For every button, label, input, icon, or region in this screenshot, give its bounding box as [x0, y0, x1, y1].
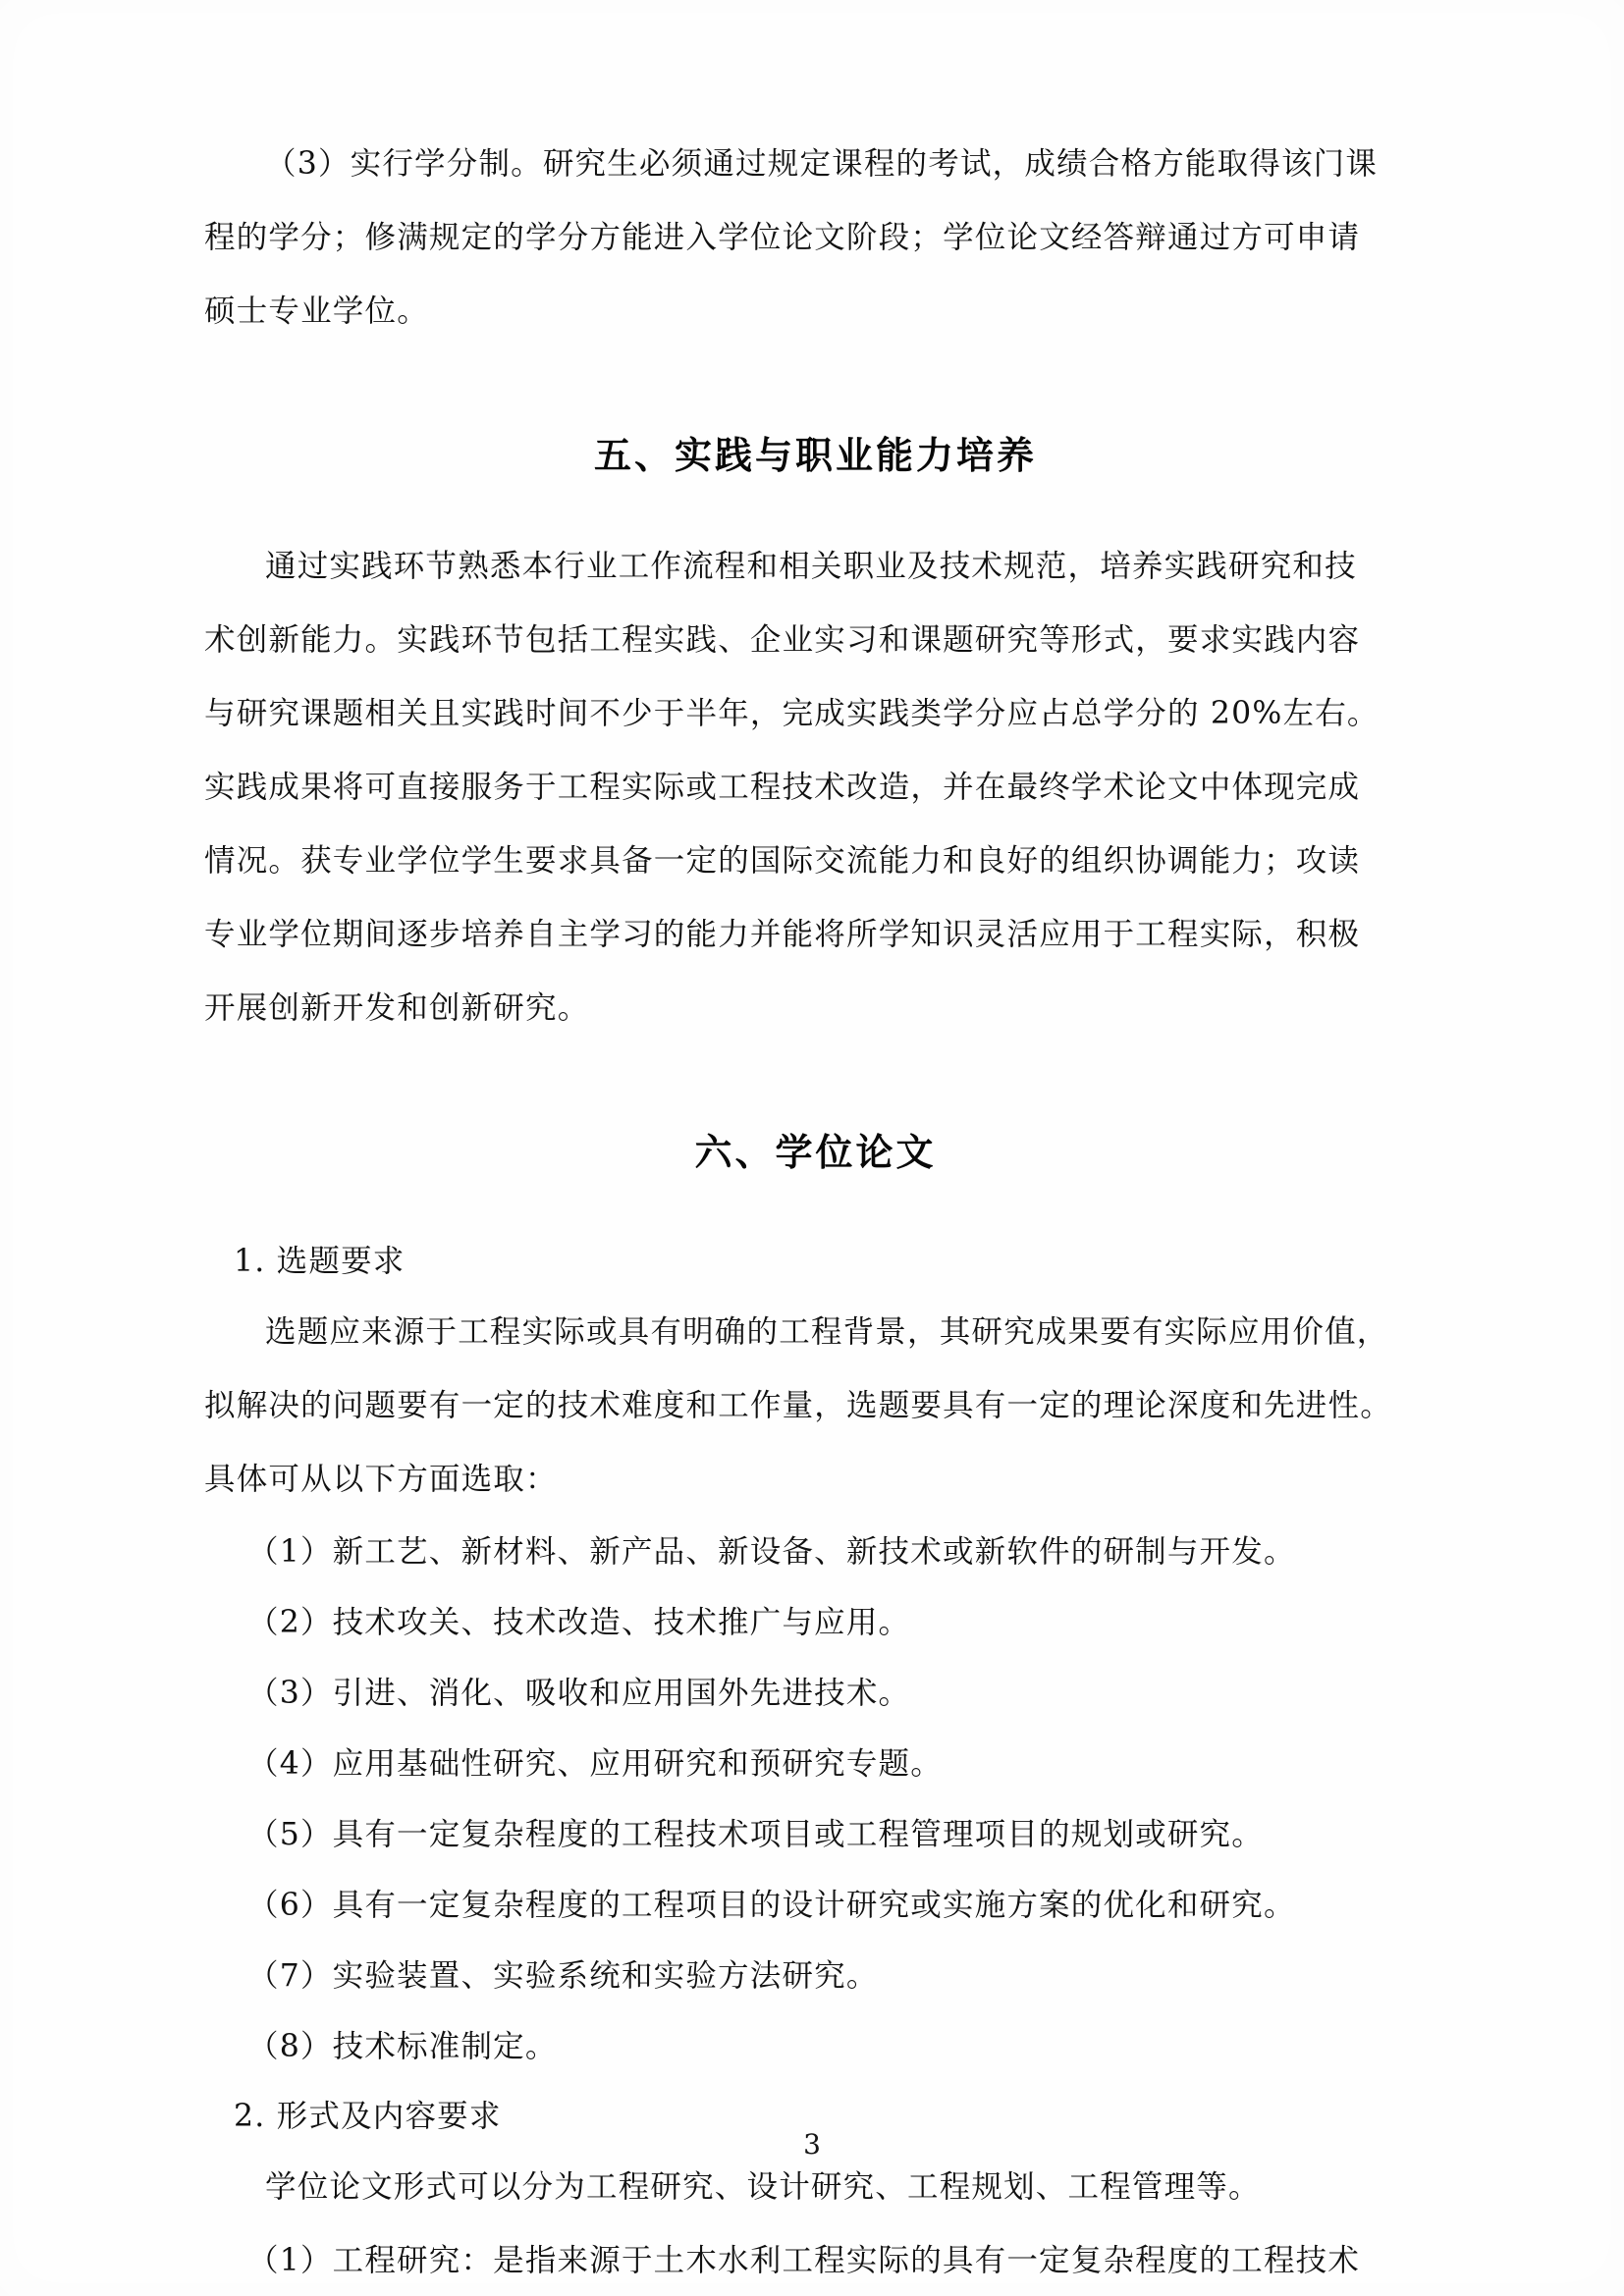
- list-item: （6）具有一定复杂程度的工程项目的设计研究或实施方案的优化和研究。: [247, 1888, 1296, 1923]
- page-number: 3: [803, 2128, 821, 2161]
- paragraph-thesis-forms: [204, 2151, 1427, 2224]
- list-item: （8）技术标准制定。: [247, 2029, 558, 2064]
- text-line: 程的学分；修满规定的学分方能进入学位论文阶段；学位论文经答辩通过方可申请: [204, 220, 1361, 255]
- paragraph-credit-system: [204, 128, 1427, 348]
- text-line: 选题应来源于工程实际或具有明确的工程背景，其研究成果要有实际应用价值，: [265, 1314, 1389, 1350]
- spacer: [204, 479, 1427, 530]
- list-item: （2）技术攻关、技术改造、技术推广与应用。: [247, 1605, 911, 1640]
- subheading-topic-requirements: 1. 选题要求: [234, 1244, 406, 1279]
- text-line: 实践成果将可直接服务于工程实际或工程技术改造，并在最终学术论文中体现完成: [204, 770, 1361, 805]
- heading-practice-and-professional-ability: 五、实践与职业能力培养: [593, 433, 1037, 477]
- list-item: （7）实验装置、实验系统和实验方法研究。: [247, 1958, 879, 1994]
- text-line: （3）实行学分制。研究生必须通过规定课程的考试，成绩合格方能取得该门课: [265, 146, 1379, 182]
- list-item: （5）具有一定复杂程度的工程技术项目或工程管理项目的规划或研究。: [247, 1817, 1264, 1852]
- heading-degree-thesis: 六、学位论文: [694, 1130, 937, 1174]
- text-line: （1）工程研究：是指来源于土木水利工程实际的具有一定复杂程度的工程技术: [247, 2243, 1361, 2278]
- list-item: （3）引进、消化、吸收和应用国外先进技术。: [247, 1676, 911, 1711]
- text-line: 术创新能力。实践环节包括工程实践、企业实习和课题研究等形式，要求实践内容: [204, 622, 1361, 658]
- list-item: （4）应用基础性研究、应用研究和预研究专题。: [247, 1746, 943, 1782]
- document-body: [204, 128, 1427, 2296]
- spacer: [204, 1176, 1427, 1227]
- text-line: 开展创新开发和创新研究。: [204, 990, 590, 1026]
- paragraph-topic-requirements: [204, 1296, 1427, 1517]
- spacer: [204, 1045, 1427, 1122]
- text-line: 硕士专业学位。: [204, 294, 429, 329]
- text-line: 拟解决的问题要有一定的技术难度和工作量，选题要具有一定的理论深度和先进性。: [204, 1388, 1392, 1423]
- paragraph-engineering-research-definition: [204, 2224, 1427, 2296]
- text-line: 专业学位期间逐步培养自主学习的能力并能将所学知识灵活应用于工程实际，积极: [204, 917, 1361, 952]
- list-topic-sources: [204, 1517, 1427, 2082]
- spacer: [204, 348, 1427, 425]
- text-line: 与研究课题相关且实践时间不少于半年，完成实践类学分应占总学分的 20%左右。: [204, 696, 1380, 731]
- subheading-form-and-content-requirements: 2. 形式及内容要求: [234, 2099, 502, 2134]
- list-item: （1）新工艺、新材料、新产品、新设备、新技术或新软件的研制与开发。: [247, 1534, 1296, 1570]
- text-line: 学位论文形式可以分为工程研究、设计研究、工程规划、工程管理等。: [265, 2169, 1261, 2205]
- text-line: 通过实践环节熟悉本行业工作流程和相关职业及技术规范，培养实践研究和技: [265, 549, 1357, 584]
- text-line: 情况。获专业学位学生要求具备一定的国际交流能力和良好的组织协调能力；攻读: [204, 843, 1361, 879]
- paragraph-practice-training: [204, 530, 1427, 1045]
- text-line: 具体可从以下方面选取：: [204, 1462, 558, 1497]
